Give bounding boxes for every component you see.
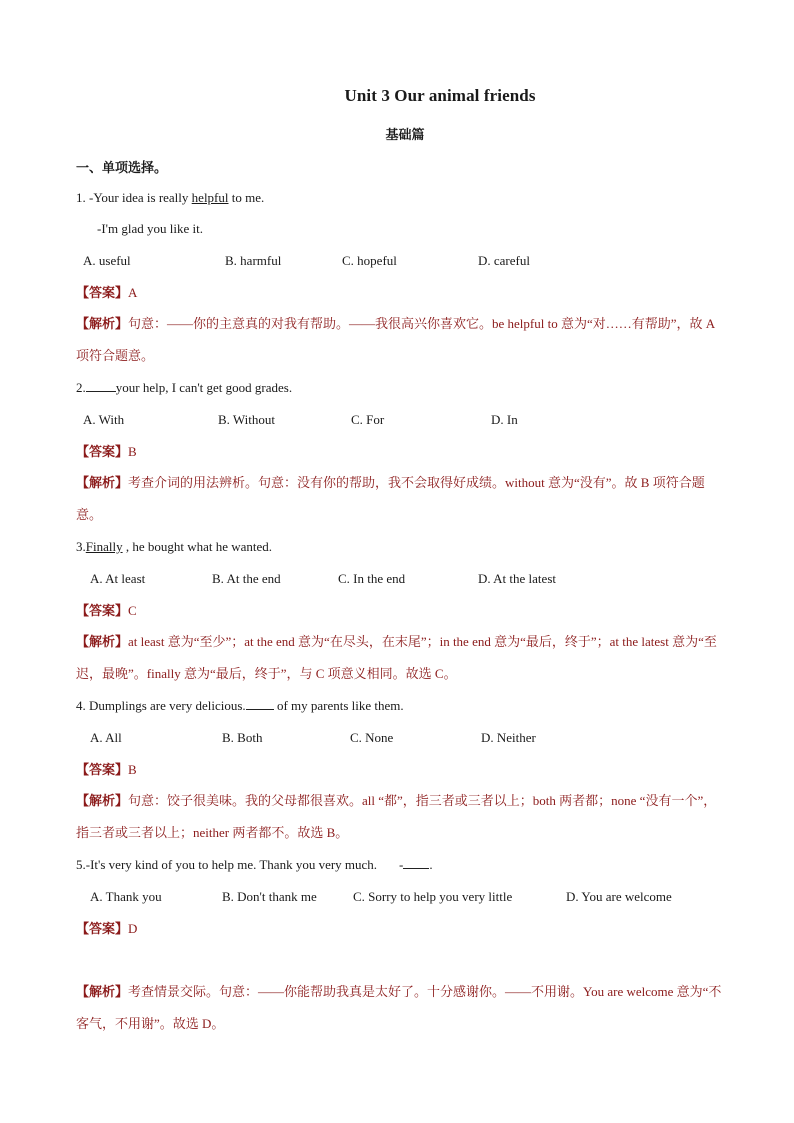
q1-explanation xyxy=(76,308,722,372)
q2-answer-value: B xyxy=(128,444,137,459)
q5-option-c: C. Sorry to help you very little xyxy=(353,889,513,904)
page-subtitle: 基础篇 xyxy=(385,127,425,142)
q3-option-d: D. At the latest xyxy=(478,571,556,586)
q1-underlined-word: helpful xyxy=(191,190,229,205)
q2-option-d: D. In xyxy=(491,412,518,427)
q2-explanation-label: 【解析】 xyxy=(76,475,129,490)
q1-option-d: D. careful xyxy=(478,253,530,268)
q1-stem-post: to me. xyxy=(228,190,265,205)
q3-option-a: A. At least xyxy=(90,571,146,586)
q1-answer xyxy=(76,284,137,302)
q2-explanation xyxy=(76,467,722,531)
q5-answer xyxy=(76,920,137,938)
q2-stem-post: your help, I can't get good grades. xyxy=(115,380,293,395)
q5-explanation-label: 【解析】 xyxy=(76,984,129,999)
q3-stem-post: , he bought what he wanted. xyxy=(122,539,273,554)
q5-explanation-text: 考查情景交际。句意：——你能帮助我真是太好了。十分感谢你。——不用谢。You are welcome 意为“不客气，不用谢”。故选 D。 xyxy=(76,984,722,1031)
question-1-stem xyxy=(76,189,264,207)
q5-explanation xyxy=(76,976,722,1040)
q2-option-a: A. With xyxy=(83,412,125,427)
q5-option-b: B. Don't thank me xyxy=(222,889,317,904)
q5-option-a: A. Thank you xyxy=(90,889,162,904)
q4-blank xyxy=(246,697,274,710)
q4-option-d: D. Neither xyxy=(481,730,536,745)
q2-number: 2. xyxy=(76,380,86,395)
q3-option-b: B. At the end xyxy=(212,571,281,586)
q4-answer xyxy=(76,761,137,779)
section-heading: 一、单项选择。 xyxy=(76,160,168,175)
q4-option-c: C. None xyxy=(350,730,394,745)
q4-stem-pre: 4. Dumplings are very delicious. xyxy=(76,698,246,713)
q2-answer-label: 【答案】 xyxy=(76,444,129,459)
q4-option-a: A. All xyxy=(90,730,122,745)
q3-answer-label: 【答案】 xyxy=(76,603,129,618)
q4-answer-label: 【答案】 xyxy=(76,762,129,777)
q4-stem-post: of my parents like them. xyxy=(273,698,404,713)
q1-option-c: C. hopeful xyxy=(342,253,397,268)
q3-explanation-text: at least 意为“至少”；at the end 意为“在尽头，在末尾”；in the end 意为“最后，终于”；at the latest 意为“至迟，最晚”。finally 意为“最后，终于”，与 C 项意义相同。故选 C。 xyxy=(76,634,717,681)
question-1-reply: -I'm glad you like it. xyxy=(97,221,203,236)
q5-stem-pre: 5.-It's very kind of you to help me. Thank you very much. xyxy=(76,857,378,872)
q5-end-mark: . xyxy=(429,857,433,872)
q2-explanation-text: 考查介词的用法辨析。句意：没有你的帮助，我不会取得好成绩。without 意为“没有”。故 B 项符合题意。 xyxy=(76,475,705,522)
question-4-stem xyxy=(76,697,404,715)
q3-number: 3. xyxy=(76,539,86,554)
q2-option-c: C. For xyxy=(351,412,385,427)
q1-answer-label: 【答案】 xyxy=(76,285,129,300)
page-title: Unit 3 Our animal friends xyxy=(344,86,536,105)
q3-answer xyxy=(76,602,137,620)
question-2-stem xyxy=(76,379,292,397)
q4-explanation-label: 【解析】 xyxy=(76,793,129,808)
q5-blank xyxy=(403,856,429,869)
q3-explanation xyxy=(76,626,722,690)
q3-answer-value: C xyxy=(128,603,137,618)
q3-explanation-label: 【解析】 xyxy=(76,634,129,649)
q3-option-c: C. In the end xyxy=(338,571,406,586)
q2-option-b: B. Without xyxy=(218,412,276,427)
q1-option-a: A. useful xyxy=(83,253,131,268)
q5-answer-label: 【答案】 xyxy=(76,921,129,936)
q5-option-d: D. You are welcome xyxy=(566,889,672,904)
q5-reply-dash: - xyxy=(399,857,404,872)
q1-explanation-label: 【解析】 xyxy=(76,316,129,331)
q5-answer-value: D xyxy=(128,921,138,936)
q1-option-b: B. harmful xyxy=(225,253,282,268)
q4-option-b: B. Both xyxy=(222,730,263,745)
q4-explanation-text: 句意：饺子很美味。我的父母都很喜欢。all “都”，指三者或三者以上；both 两者都；none “没有一个”，指三者或三者以上；neither 两者都不。故选 B。 xyxy=(76,793,717,840)
q2-answer xyxy=(76,443,137,461)
q1-explanation-text: 句意：——你的主意真的对我有帮助。——我很高兴你喜欢它。be helpful to 意为“对……有帮助”，故 A 项符合题意。 xyxy=(76,316,715,363)
q4-explanation xyxy=(76,785,722,849)
q1-stem-pre: 1. -Your idea is really xyxy=(76,190,192,205)
q2-blank xyxy=(86,379,116,392)
q4-answer-value: B xyxy=(128,762,137,777)
q1-answer-value: A xyxy=(128,285,138,300)
question-3-stem xyxy=(76,538,272,556)
question-5-stem xyxy=(76,856,433,874)
q3-underlined-word: Finally xyxy=(85,539,123,554)
